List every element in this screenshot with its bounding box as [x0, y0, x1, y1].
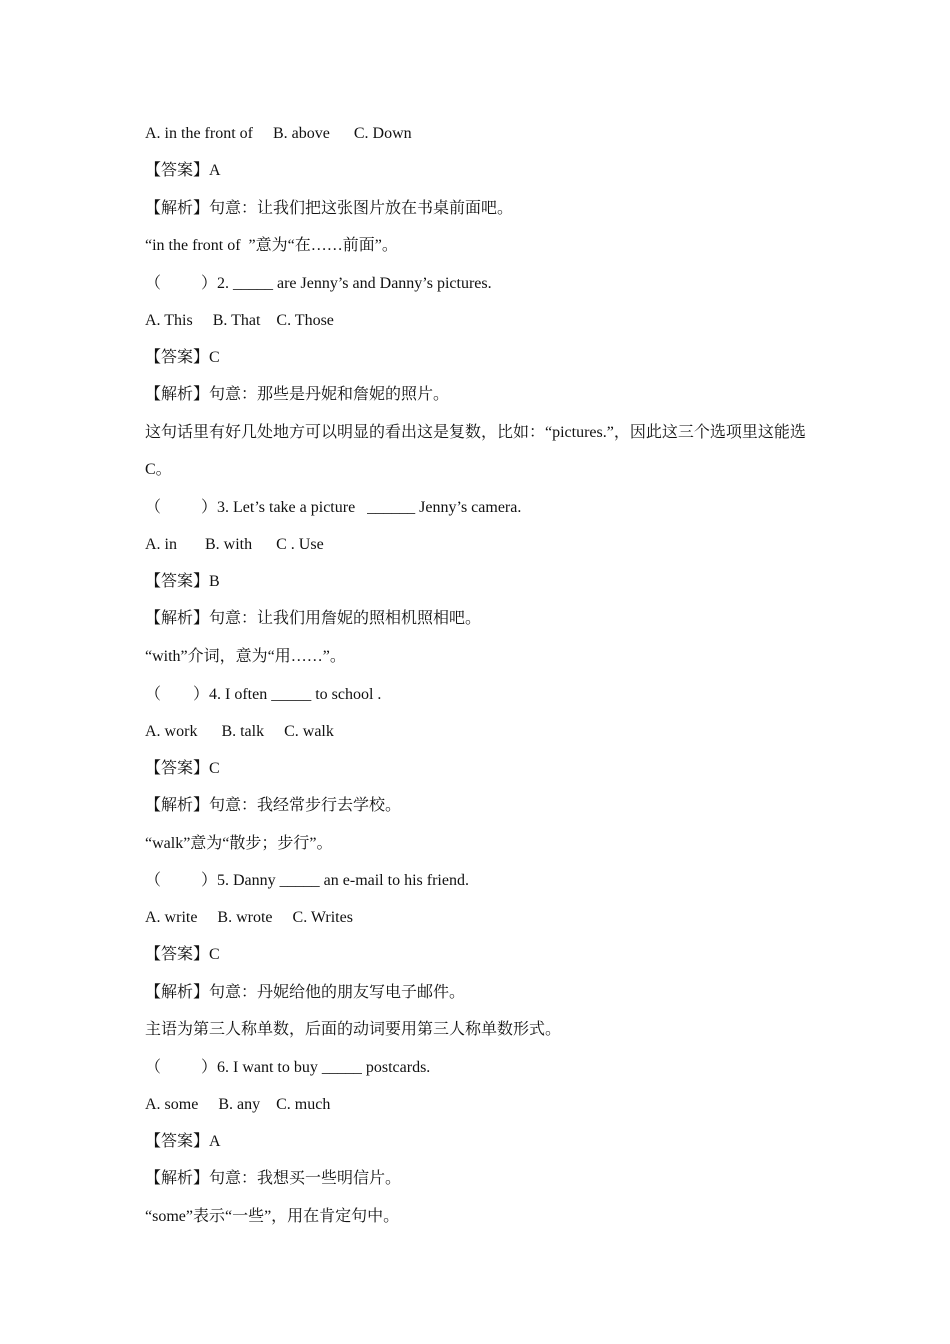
explanation-q4: “walk”意为“散步；步行”。: [145, 835, 333, 852]
options-q2: A. This B. That C. Those: [145, 312, 334, 329]
question-3: （ ）3. Let’s take a picture ______ Jenny’s camera.: [145, 499, 522, 516]
analysis-q3: 【解析】句意：让我们用詹妮的照相机照相吧。: [145, 610, 482, 627]
answer-q5: 【答案】C: [145, 946, 220, 963]
answer-q1: 【答案】A: [145, 162, 221, 179]
options-q5: A. write B. wrote C. Writes: [145, 909, 353, 926]
question-2: （ ）2. _____ are Jenny’s and Danny’s pictures.: [145, 275, 492, 292]
answer-q3: 【答案】B: [145, 573, 220, 590]
analysis-q5: 【解析】句意：丹妮给他的朋友写电子邮件。: [145, 984, 466, 1001]
analysis-q6: 【解析】句意：我想买一些明信片。: [145, 1170, 402, 1187]
explanation-q1: “in the front of ”意为“在……前面”。: [145, 237, 398, 254]
explanation-q5: 主语为第三人称单数，后面的动词要用第三人称单数形式。: [145, 1021, 562, 1038]
explanation-q3: “with”介词，意为“用……”。: [145, 648, 346, 665]
question-4: （ ）4. I often _____ to school .: [145, 686, 382, 703]
options-q4: A. work B. talk C. walk: [145, 723, 334, 740]
explanation-q6: “some”表示“一些”，用在肯定句中。: [145, 1208, 400, 1225]
analysis-q2: 【解析】句意：那些是丹妮和詹妮的照片。: [145, 386, 450, 403]
options-q6: A. some B. any C. much: [145, 1096, 331, 1113]
analysis-q1: 【解析】句意：让我们把这张图片放在书桌前面吧。: [145, 200, 514, 217]
explanation-q2: 这句话里有好几处地方可以明显的看出这是复数，比如：“pictures.”，因此这三个选项里这能选 C。: [145, 424, 806, 478]
answer-q2: 【答案】C: [145, 349, 220, 366]
answer-q4: 【答案】C: [145, 760, 220, 777]
options-q3: A. in B. with C . Use: [145, 536, 324, 553]
question-6: （ ）6. I want to buy _____ postcards.: [145, 1059, 431, 1076]
analysis-q4: 【解析】句意：我经常步行去学校。: [145, 797, 402, 814]
options-q1: A. in the front of B. above C. Down: [145, 125, 412, 142]
question-5: （ ）5. Danny _____ an e-mail to his friend.: [145, 872, 469, 889]
answer-q6: 【答案】A: [145, 1133, 221, 1150]
